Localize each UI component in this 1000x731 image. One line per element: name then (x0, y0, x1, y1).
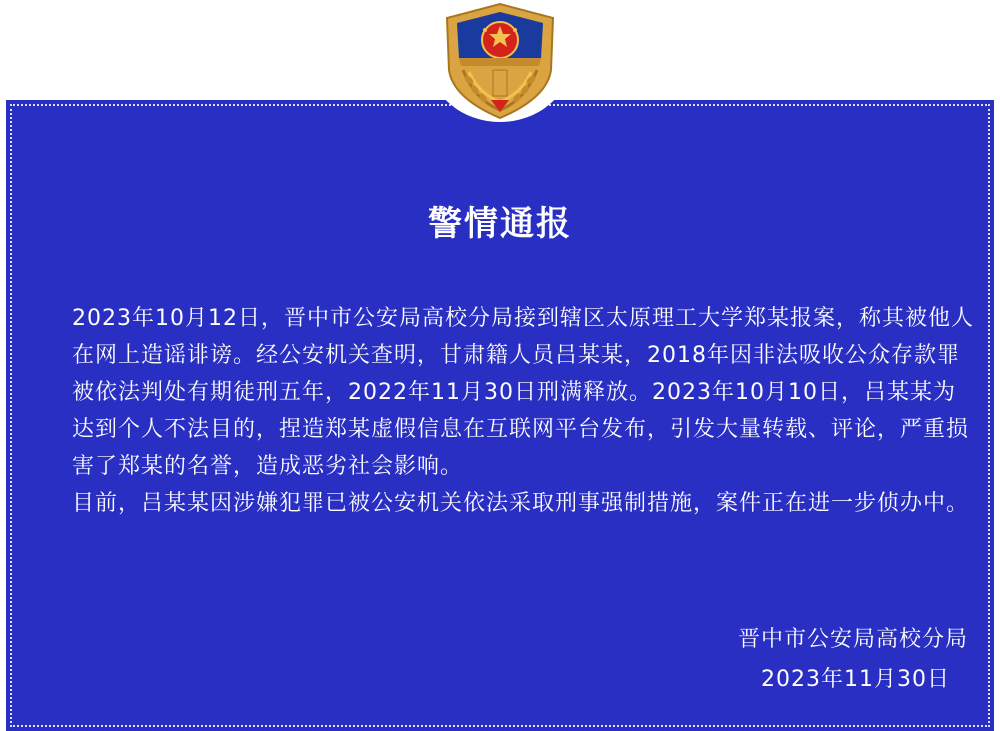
notice-paragraph-1: 2023年10月12日，晋中市公安局高校分局接到辖区太原理工大学郑某报案，称其被他人在网上造谣诽谤。经公安机关查明，甘肃籍人员吕某某，2018年因非法吸收公众存款罪被依法判处有期徒刑五年，2022年11月30日刑满释放。2023年10月10日，吕某某为达到个人不法目的，捏造郑某虚假信息在互联网平台发布，引发大量转载、评论，严重损害了郑某的名誉，造成恶劣社会影响。 (72, 306, 974, 479)
notice-body (72, 300, 978, 522)
issue-date: 2023年11月30日 (761, 667, 950, 692)
notice-paragraph-2: 目前，吕某某因涉嫌犯罪已被公安机关依法采取刑事强制措施，案件正在进一步侦办中。 (72, 491, 970, 516)
issuer-name: 晋中市公安局高校分局 (737, 627, 968, 652)
notice-signature (738, 620, 968, 700)
police-emblem-icon (425, 0, 575, 124)
notice-title: 警情通报 (428, 204, 572, 244)
